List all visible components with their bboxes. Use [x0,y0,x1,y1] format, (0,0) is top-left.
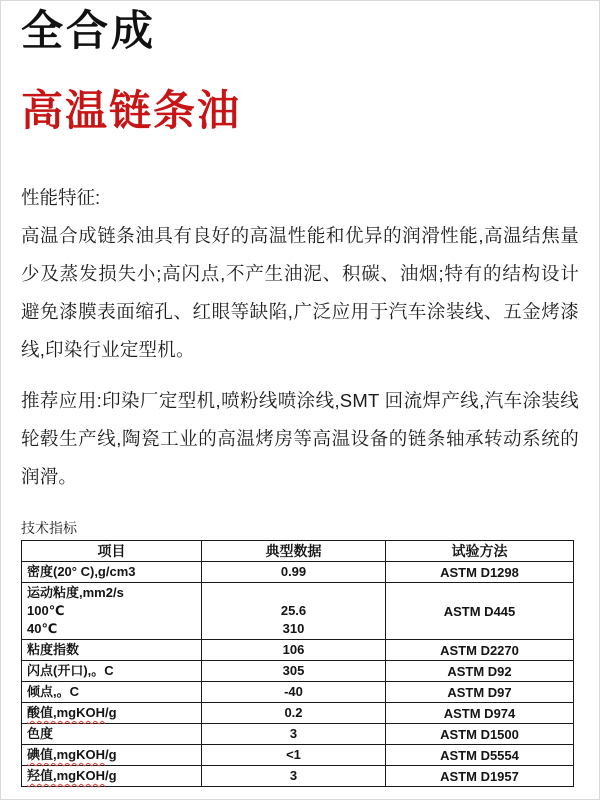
value-cell: 0.2 [202,703,386,724]
method-cell: ASTM D1957 [386,766,574,787]
method-cell: ASTM D1500 [386,724,574,745]
misspelled-text: 酸值,mgKOH [27,705,106,720]
item-cell [22,745,202,766]
item-text: /g [105,705,117,720]
method-cell: ASTM D2270 [386,640,574,661]
method-cell: ASTM D97 [386,682,574,703]
table-row [22,745,574,766]
method-cell: ASTM D974 [386,703,574,724]
table-header-cell: 典型数据 [202,541,386,562]
item-text: /g [105,747,117,762]
table-row [22,703,574,724]
item-cell: 色度 [22,724,202,745]
value-cell: -40 [202,682,386,703]
table-row [22,724,574,745]
table-header-cell: 试验方法 [386,541,574,562]
table-header-row [22,541,574,562]
value-cell: 106 [202,640,386,661]
method-cell: ASTM D445 [386,583,574,640]
item-cell [22,703,202,724]
item-cell: 闪点(开口),。C [22,661,202,682]
method-cell: ASTM D92 [386,661,574,682]
table-row [22,583,574,640]
value-cell: 0.99 [202,562,386,583]
table-row [22,562,574,583]
value-cell: 3 [202,766,386,787]
item-cell [22,766,202,787]
value-cell: 3 [202,724,386,745]
misspelled-text: 碘值,mgKOH [27,747,106,762]
spec-table-body [22,562,574,787]
features-heading: 性能特征: [21,187,101,208]
product-title: 高温链条油 [21,87,242,134]
table-caption: 技术指标 [21,520,77,536]
value-cell: <1 [202,745,386,766]
item-cell: 密度(20° C),g/cm3 [22,562,202,583]
item-cell: 倾点,。C [22,682,202,703]
value-cell: 305 [202,661,386,682]
table-row [22,682,574,703]
document-page [1,1,599,787]
item-text: /g [105,768,117,783]
applications-paragraph: 推荐应用:印染厂定型机,喷粉线喷涂线,SMT 回流焊产线,汽车涂装线轮毂生产线,陶瓷工业的高温烤房等高温设备的链条轴承转动系统的润滑。 [21,390,579,487]
item-cell: 粘度指数 [22,640,202,661]
table-row [22,661,574,682]
spec-table [21,540,574,787]
method-cell: ASTM D5554 [386,745,574,766]
features-paragraph: 高温合成链条油具有良好的高温性能和优异的润滑性能,高温结焦量少及蒸发损失小;高闪点,不产生油泥、积碳、油烟;特有的结构设计避免漆膜表面缩孔、红眼等缺陷,广泛应用于汽车涂装线、五金烤漆线,印染行业定型机。 [21,225,579,360]
table-header-cell: 项目 [22,541,202,562]
table-row [22,766,574,787]
table-row [22,640,574,661]
method-cell: ASTM D1298 [386,562,574,583]
item-cell: 运动粘度,mm2/s 100℃ 40℃ [22,583,202,640]
brand-title: 全合成 [21,7,157,54]
value-cell: 25.6 310 [202,583,386,640]
misspelled-text: 羟值,mgKOH [27,768,106,783]
